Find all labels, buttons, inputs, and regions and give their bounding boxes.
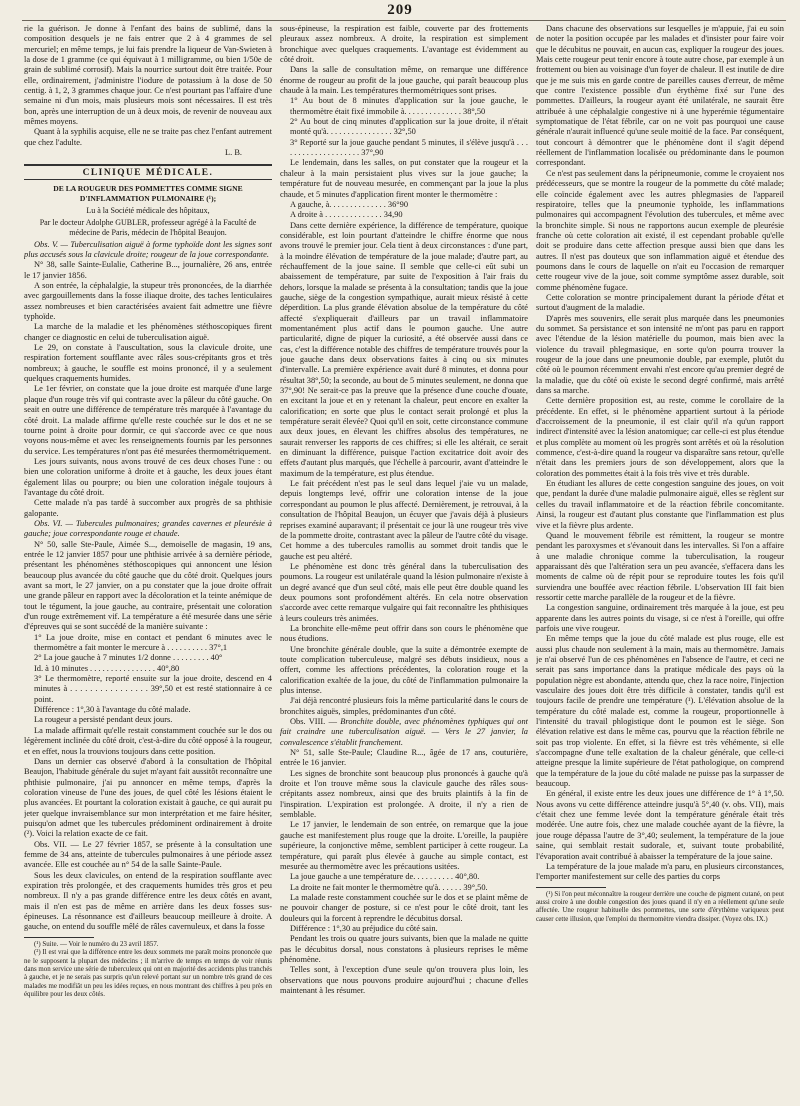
- paragraph: Quand le mouvement fébrile est rémittent, la rougeur se montre pendant les paroxysmes et s'évanouit dans les intervalles. Si l'on a affaire à une maladie chronique comme la tuberculisation, la rougeur apparaissant dès que l'altération sera un peu avancée, s'effacera dans les moments de calme où de répit pour se reproduire toutes les fois qu'il surviendra une bouffée avec réaction fébrile. L'observation III fait bien ressortir cette marche parallèle de la rougeur et de la fièvre.: [536, 530, 784, 602]
- observation-label: Obs. VII. —: [34, 839, 79, 849]
- paragraph: La température de la joue malade m'a paru, en plusieurs circonstances, l'emporter manifestement sur celle des parties du corps: [536, 861, 784, 882]
- paragraph: Cette dernière proposition est, au reste, comme le corollaire de la précédente. En effet, si le phénomène appartient surtout à la période d'accroissement de la pneumonie, il est clair qu'il n'a qu'un rapport indirect d'intensité avec la lésion anatomique; car celle-ci est plus étendue et plus complète au moment où les progrès sont arrêtés et où la résolution commence, c'est-à-dire quand la rougeur va disparaître sans retour, qu'elle n'était dans les premiers jours de son développement, alors que la coloration des pommettes était à la fois très vive et très durable.: [536, 396, 784, 478]
- column-right: [536, 24, 784, 1100]
- paragraph: La bronchite elle-même peut offrir dans son cours le phénomène que nous étudions.: [280, 623, 528, 644]
- paragraph: Le fait précédent n'est pas le seul dans lequel j'aie vu un malade, depuis longtemps levé, offrir une coloration intense de la joue correspondant au poumon le plus affecté. Dernièrement, je retrouvai, à la consultation de l'hôpital Beaujon, un écuyer que j'avais déjà à plusieurs reprises examiné auparavant; il présentait ce jour là une rougeur très vive de la pommette droite, contrastant avec la pâleur de l'autre côté du visage. Cet homme a des tubercules ramollis au sommet droit tandis que le gauche est peu altéré.: [280, 479, 528, 561]
- footnote: (¹) Si l'on peut méconnaître la rougeur derrière une couche de pigment cutané, on peut aussi croire à une double congestion des joues quand il n'y en a réellement qu'une seule affectée. Une rougeur habituelle des pommettes, une sorte d'érythème variqueux peut causer cette illusion, que l'emploi du thermomètre viendra dissiper. (Voyez obs. IX.): [536, 890, 784, 923]
- paragraph: Sous les deux clavicules, on entend de la respiration soufflante avec expiration très prolongée, et des craquements humides très gros et peu nombreux. Il n'y a pas grande différence entre les deux côtés en avant, mais il n'en est pas de même en arrière dans les deux fosses sus-épineuses. La résonnance est d'ailleurs beaucoup meilleure à droite. A gauche, on entend du souffle mêlé de râles cavernuleux, et dans la fosse: [24, 870, 272, 932]
- temperature-reading: 3° Reporté sur la joue gauche pendant 5 minutes, il s'élève jusqu'à . . . . . . . . . . . . . . . . . . . . 37°,90: [290, 137, 528, 158]
- paragraph: Différence : 1°,30 à l'avantage du côté malade.: [34, 705, 191, 715]
- paragraph: Dans chacune des observations sur lesquelles je m'appuie, j'ai eu soin de noter la position occupée par les malades et d'insister pour faire voir que le décubitus ne pouvait, en aucun cas, expliquer la rougeur des joues. Mais cette rougeur peut tenir encore à toute autre chose, par exemple à un frottement ou bien au voisinage d'un foyer de chaleur. Il est inutile de dire que je me suis mis en garde contre de pareilles causes d'erreur, de même que contre l'existence possible d'un érythème fixé sur l'une des pommettes. D'ailleurs, la rougeur ayant été unilatérale, ne saurait être attribuée à une céphalalgie congestive ni à une hyperémie tégumentaire symptomatique de l'état fébrile, car on ne voit pas pourquoi une cause générale n'aurait influencé qu'une seule moitié de la face. Par conséquent, tout concourt à démontrer que le phénomène dont il s'agit dépend réellement de l'inflammation localisée ou prédominante dans le poumon correspondant.: [536, 24, 784, 168]
- temperature-reading: 2° Au bout de cinq minutes d'application sur la joue droite, il n'était monté qu'à. . . . . . . . . . . . . . . . 32°,50: [290, 117, 528, 137]
- article-title: DE LA ROUGEUR DES POMMETTES COMME SIGNE D'INFLAMMATION PULMONAIRE (¹);: [53, 184, 243, 204]
- paragraph: D'après mes souvenirs, elle serait plus marquée dans les pneumonies du sommet. Sa persistance et son intensité ne m'ont pas paru en rapport avec l'étendue de la lésion matérielle du poumon, mais bien avec la violence du travail phlegmasique, en sorte qu'on pourra trouver la rougeur de la joue dans une pneumonie double, par exemple, plutôt du côté où le poumon récemment envahi n'est encore qu'au premier degré de la maladie, que du côté où existe le second degré confirmé, mais arrêté dans sa marche.: [536, 313, 784, 396]
- footnote-rule: [24, 937, 94, 938]
- paragraph: N° 50, salle Ste-Paule, Aimée S..., demoiselle de magasin, 19 ans, entrée le 12 janvier 1857 pour une phthisie arrivée à sa dernière période, présentant les phénomènes stéthoscopiques qui annoncent une lésion beaucoup plus avancée du côté gauche que du côté droit. Quelques jours avant sa mort, le 27 janvier, on a pu constater que la joue droite offrait une grande pâleur en rapport avec la décoloration et la teinte anémique de tout le tégument, la joue gauche, au contraire, présentait une coloration d'un rouge extrêmement vif. La température a été mesurée dans une série d'épreuves qui se sont succédé de la manière suivante :: [24, 539, 272, 632]
- footnote: (²) Il est vrai que la différence entre les deux sommets me paraît moins prononcée que ne le supposent la plupart des médecins ; il m'arrive de temps en temps de voir réunis dans mon service une série de tuberculeux qui ont en majorité des accidents plus tranchés à gauche, et je ne serais pas surpris qu'un relevé portant sur un nombre très grand de ces malades me modifiât un peu les idées reçues, en nous montrant des chiffres à peu près en équilibre pour les deux côtés.: [24, 949, 272, 999]
- signature: L. B.: [225, 148, 242, 158]
- temperature-reading: A gauche, à. . . . . . . . . . . . . . 36°90: [290, 199, 409, 209]
- paragraph: Les signes de bronchite sont beaucoup plus prononcés à gauche qu'à droite et l'on trouve même sous la clavicule gauche des râles sous-crépitants assez nombreux, ainsi que des bruits plaintifs à la fin de l'inspiration. L'expiration est prolongée. A droite, il n'y a rien de semblable.: [280, 768, 528, 820]
- paragraph: Telles sont, à l'exception d'une seule qu'on trouvera plus loin, les observations que nous pouvons produire aujourd'hui ; chacune d'elles maintenant à les résumer.: [280, 965, 528, 995]
- paragraph: Le 29, on constate à l'auscultation, sous la clavicule droite, une respiration fortement soufflante avec râles sous-crépitants gros et très nombreux; à gauche, le souffle est moins prononcé, il y a seulement quelques craquements humides.: [24, 343, 272, 384]
- paragraph: N° 51, salle Ste-Paule; Claudine R..., âgée de 17 ans, couturière, entrée le 16 janvier.: [280, 748, 528, 768]
- paragraph: Dans la salle de consultation même, on remarque une différence énorme de rougeur au profit de la joue gauche, qui paraît beaucoup plus chaude à la main. Les températures thermométriques sont prises.: [280, 65, 528, 96]
- paragraph: sous-épineuse, la respiration est faible, couverte par des frottements pleuraux assez nombreux. A droite, la respiration est simplement bronchique avec quelques craquements. L'avantage est évidemment au côté droit.: [280, 24, 528, 65]
- author-byline: Par le docteur Adolphe GUBLER, professeur agrégé à la Faculté de médecine de Paris, médecin de l'hôpital Beaujon.: [39, 217, 257, 237]
- paragraph: Le 17 janvier, le lendemain de son entrée, on remarque que la joue gauche est manifestement plus rouge que la droite. L'oreille, la paupière supérieure, la conjonctive même, semblent participer à cette rougeur. La température, qui paraît plus élevée à gauche au simple contact, est mesurée au thermomètre avec les précautions usitées.: [280, 820, 528, 871]
- paragraph: Le 1er février, on constate que la joue droite est marquée d'une large plaque d'un rouge très vif qui contraste avec la pâleur du côté gauche. On seait en outre une différence de température très marquée à l'avantage du côté droit. La malade affirme qu'elle reste couchée sur le dos et ne se tourne point à droite pour dormir, ce qui s'accorde avec ce que nous voyons nous-même et avec les renseignements fournis par les personnes du service. Les températures n'ont pas été mesurées thermométriquement.: [24, 384, 272, 456]
- footnote-rule: [536, 887, 606, 888]
- temperature-reading: 1° Au bout de 8 minutes d'application sur la joue gauche, le thermomètre était fixé immobile à. . . . . . . . . . . . . . 38°,50: [290, 96, 528, 116]
- paragraph: En étudiant les allures de cette congestion sanguine des joues, on voit que, pendant la durée d'une maladie pulmonaire aiguë, elles se règlent sur celles du travail inflammatoire et de la réaction fébrile concomitante. Ainsi, la rougeur est d'autant plus constante que l'inflammation est plus vive et la fièvre plus ardente.: [536, 479, 784, 530]
- section-rule: [24, 179, 272, 180]
- footnote: (¹) Suite. — Voir le numéro du 23 avril 1857.: [34, 940, 159, 948]
- temperature-reading: 2° La joue gauche à 7 minutes 1/2 donne . . . . . . . . . 40°: [34, 653, 223, 663]
- paragraph: Le lendemain, dans les salles, on put constater que la rougeur et la chaleur à la main persistaient plus vives sur la joue gauche; la température fut de nouveau mesurée, en commençant par la joue la plus chaude, et 5 minutes d'application firent monter le thermomètre :: [280, 158, 528, 199]
- observation-title: Obs. V. — Tuberculisation aiguë à forme typhoïde dont les signes sont plus accusés sous la clavicule droite; rougeur de la joue correspondante.: [24, 239, 272, 259]
- paragraph: La malade reste constamment couchée sur le dos et se plaint même de ne pouvoir changer de posture, si ce n'est pour le côté droit, tant les douleurs qui la forcent à reprendre le décubitus dorsal.: [280, 892, 528, 923]
- paragraph: Dans cette dernière expérience, la différence de température, quoique considérable, est loin pourtant d'atteindre le chiffre énorme que nous avons trouvé le premier jour. Cela tient à deux circonstances : d'une part, à la moindre élévation de température de la joue malade; d'autre part, au réchauffement de la joue saine. Il semble que celle-ci eût subi un abaissement de température, par suite de l'exposition à l'air frais du dehors, lorsque la malade se présenta à la consultation; tandis que la joue gauche, siège de la congestion sympathique, aurait mieux résisté à cette déperdition. La plus grande élévation absolue de la température du côté affecté s'expliquerait d'ailleurs par un travail inflammatoire momentanément plus actif dans le poumon gauche. Une autre particularité, digne de piquer la curiosité, a été observée aussi dans ce cas, c'est la différence notable des chiffres de température trouvés pour la joue gauche dans deux observations faites à cinq ou six minutes d'intervalle. La première expérience avait duré 8 minutes, et donna pour résultat 38°,50; la seconde, au bout de 5 minutes seulement, ne donna que 37°,90! Ne serait-ce pas la preuve que la présence d'une couche d'ouate, en excitant la joue et en y retenant la chaleur, peut encore en exalter la calorification; en sorte que plus le contact serait prolongé et plus la température serait élevée? Quoi qu'il en soit, cette circonstance commune aux deux joues, en élevant les chiffres absolus des températures, ne saurait renverser les rapports de ces chiffres; si elle les altérait, ce serait en diminuant la différence, puisque l'action excitatrice doit avoir des effets d'autant plus marqués, que l'échelle à parcourir, avant d'atteindre le maximum de la température, est plus étendue.: [280, 220, 528, 478]
- paragraph: Cette malade n'a pas tardé à succomber aux progrès de sa phthisie galopante.: [24, 498, 272, 518]
- column-middle: [280, 24, 528, 1100]
- paragraph: La malade affirmait qu'elle restait constamment couchée sur le dos ou légèrement inclinée du côté droit, c'est-à-dire du côté opposé à la rougeur, et en effet, nous la trouvions toujours dans cette position.: [24, 725, 272, 756]
- paragraph: En même temps que la joue du côté malade est plus rouge, elle est aussi plus chaude non seulement à la main, mais au thermomètre. Jamais je n'ai observé l'un de ces phénomènes en l'absence de l'autre, et ceci ne serait pas sans importance dans la pratique médicale des pays où la population nègre est abondante, attendu que, chez la race noire, l'injection vasculaire des joues doit être très difficile à constater, tandis qu'il est toujours facile de prendre une température (¹). L'élévation absolue de la température du côté malade est, comme la rougeur, proportionnelle à l'intensité du travail phlogistique dont le poumon est le siège. Son élévation relative est dans le même cas, pourvu que la réaction fébrile ne soit pas trop violente. En effet, si la fièvre est très véhémente, si elle s'accompagne d'une telle exaltation de la chaleur générale, que celle-ci atteigne presque la limite supérieure de l'état pathologique, on comprend que la température de la joue du côté malade ne puisse pas la surpasser de beaucoup.: [536, 634, 784, 789]
- paragraph: N° 38, salle Sainte-Eulalie, Catherine B..., journalière, 26 ans, entrée le 17 janvier 1856.: [24, 260, 272, 280]
- temperature-reading: 3° Le thermomètre, reporté ensuite sur la joue droite, descend en 4 minutes à . . . . . . . . . . . . . . . . 39°,50 et est resté stationnaire à ce point.: [34, 674, 272, 704]
- paragraph: Pendant les trois ou quatre jours suivants, bien que la malade ne quitte pas le décubitus dorsal, nous constatons à plusieurs reprises le même phénomène.: [280, 934, 528, 964]
- paragraph: Les jours suivants, nous avons trouvé de ces deux choses l'une : ou bien une coloration uniforme à droite et à gauche, les deux joues étant également lilas ou pourpre; ou bien une coloration inégale toujours à l'avantage du côté droit.: [24, 456, 272, 497]
- observation-title: Bronchite double, avec phénomènes typhiques qui ont fait craindre une tuberculisation aiguë. — Vers le 27 janvier, la convalescence s'établit franchement.: [280, 717, 528, 747]
- paragraph: [280, 717, 528, 748]
- top-rule: [22, 20, 786, 21]
- section-title: CLINIQUE MÉDICALE.: [82, 168, 214, 179]
- paragraph: En général, il existe entre les deux joues une différence de 1° à 1°,50. Nous avons vu cette différence atteindre jusqu'à 5°,40 (v. obs. VII), mais c'était chez une femme levée dont la température générale était très modérée. Une autre fois, chez une malade couchée ayant de la fièvre, la joue rouge dépassa l'autre de 3°,40; seulement, la température de la joue saine, qui semblait restait sudorale, et, suivant toute probabilité, l'évaporation avait contribué à abaisser la température de la joue saine.: [536, 789, 784, 861]
- paragraph: [24, 840, 272, 871]
- observation-label: Obs. VIII. —: [290, 717, 337, 727]
- temperature-reading: La droite ne fait monter le thermomètre qu'à. . . . . . 39°,50.: [290, 882, 488, 892]
- read-at-note: Lu à la Société médicale des hôpitaux,: [86, 205, 210, 215]
- observation-text: Le 27 février 1857, se présente à la consultation une femme de 34 ans, atteinte de tubercules pulmonaires à une période assez avancée. Elle est couchée au n° 54 de la salle Sainte-Paule.: [24, 839, 272, 870]
- paragraph: J'ai déjà rencontré plusieurs fois la même particularité dans le cours de bronchites aiguës, simples, prédominantes d'un côté.: [280, 696, 528, 716]
- temperature-reading: Id. à 10 minutes . . . . . . . . . . . . . . . . 40°,80: [34, 663, 180, 673]
- intro-paragraph: Quant à la syphilis acquise, elle ne se traite pas chez l'enfant autrement que chez l'adulte.: [24, 127, 272, 147]
- paragraph: Le phénomène est donc très général dans la tuberculisation des poumons. La rougeur est unilatérale quand la lésion pulmonaire n'existe à un degré avancé que d'un seul côté, mais elle peut être double quand les deux poumons sont profondément altérés. En cela notre observation s'accorde avec cette remarque vulgaire qui fait reconnaître les phthisiques à leurs couleurs très animées.: [280, 561, 528, 623]
- paragraph: A son entrée, la céphalalgie, la stupeur très prononcées, de la diarrhée avec gargouillements dans la fosse iliaque droite, des taches lenticulaires assez nombreuses et bien caractérisées avaient fait admettre une fièvre typhoïde.: [24, 281, 272, 322]
- paragraph: La marche de la maladie et les phénomènes stéthoscopiques firent changer ce diagnostic en celui de tuberculisation aiguë.: [24, 322, 272, 342]
- paragraph: La rougeur a persisté pendant deux jours.: [34, 715, 173, 725]
- temperature-reading: 1° La joue droite, mise en contact et pendant 6 minutes avec le thermomètre a fait monter le mercure à . . . . . . . . . . 37°,1: [34, 632, 272, 653]
- paragraph: Ce n'est pas seulement dans la péripneumonie, comme le croyaient nos prédécesseurs, que se montre la rougeur de la pommette du côté malade; elle coïncide également avec les autres phlegmasies de l'appareil respiratoire, telles que la pneumonie typhoïde, les inflammations pulmonaires qui accompagnent l'évolution des tubercules, et même avec la bronchite simple. Si nous ne rapportons aucun exemple de pleurésie franche où cette coloration ait existé, il est cependant probable qu'elle doit se produire dans cette affection presque aussi bien que dans les autres. Il n'est pas douteux que son inflammation aiguë et étendue des poumons dans le cours de laquelle on n'ait eu l'occasion de remarquer cette rougeur vive de la joue, soit comme symptôme assez durable, soit comme phénomène fugace.: [536, 168, 784, 292]
- paragraph: Une bronchite générale double, que la suite a démontrée exempte de toute complication tuberculeuse, malgré ses débuts insidieux, nous a offert, comme les affections précédentes, la coloration rouge et la calorification exaltée de la joue, du côté de l'inflammation pulmonaire la plus intense.: [280, 644, 528, 695]
- paragraph: La congestion sanguine, ordinairement très marquée à la joue, est peu apparente dans les autres points du visage, si ce n'est à l'oreille, qui offre parfois une vive rougeur.: [536, 603, 784, 633]
- temperature-reading: A droite à . . . . . . . . . . . . . . 34,90: [290, 210, 403, 220]
- observation-title: Obs. VI. — Tubercules pulmonaires; grandes cavernes et pleurésie à gauche; joue correspondante rouge et chaude.: [24, 518, 272, 539]
- paragraph: Cette coloration se montre principalement durant la période d'état et surtout d'augment de la maladie.: [536, 292, 784, 313]
- column-left: [24, 24, 272, 1100]
- section-rule: [24, 164, 272, 166]
- page-number: 209: [387, 2, 413, 18]
- paragraph: Différence : 1°,30 au préjudice du côté sain.: [290, 923, 438, 933]
- intro-paragraph: rie la guérison. Je donne à l'enfant des bains de sublimé, dans la composition desquels je ne fais entrer que 2 à 4 grammes de sel mercuriel; en même temps, je lui fais prendre la liqueur de Van-Swieten à la dose de 1 gramme (ce qui équivaut à 1 milligramme, ou bien 1/50e de grain de sublimé corrosif). Mais la nourrice surtout doit être traitée. Pour elle, ordinairement, j'administre l'iodure de potassium à la dose de 50 centig. à 1, 2, 3 grammes chaque jour. Ce n'est pourtant pas l'affaire d'une semaine ni d'un mois, mais plusieurs mois sont nécessaires. Il est très bon, après une interruption de un à deux mois, de revenir de nouveau aux mêmes moyens.: [24, 24, 272, 127]
- temperature-reading: La joue gauche a une température de. . . . . . . . . . 40°,80.: [290, 872, 480, 882]
- paragraph: Dans un dernier cas observé d'abord à la consultation de l'hôpital Beaujon, l'habitude générale du sujet m'ayant fait aussitôt reconnaître une phthisie pulmonaire, j'ai pu annoncer en même temps, d'après la coloration vineuse de l'une des joues, de quel côté les lésions étaient le plus avancées. Et pourtant la coloration existait à gauche, ce qui aurait pu jeter quelque invraisemblance sur mon interprétation et me faire hésiter, puisqu'on admet que les tubercules prédominent ordinairement à droite (²). Voici la relation exacte de ce fait.: [24, 756, 272, 839]
